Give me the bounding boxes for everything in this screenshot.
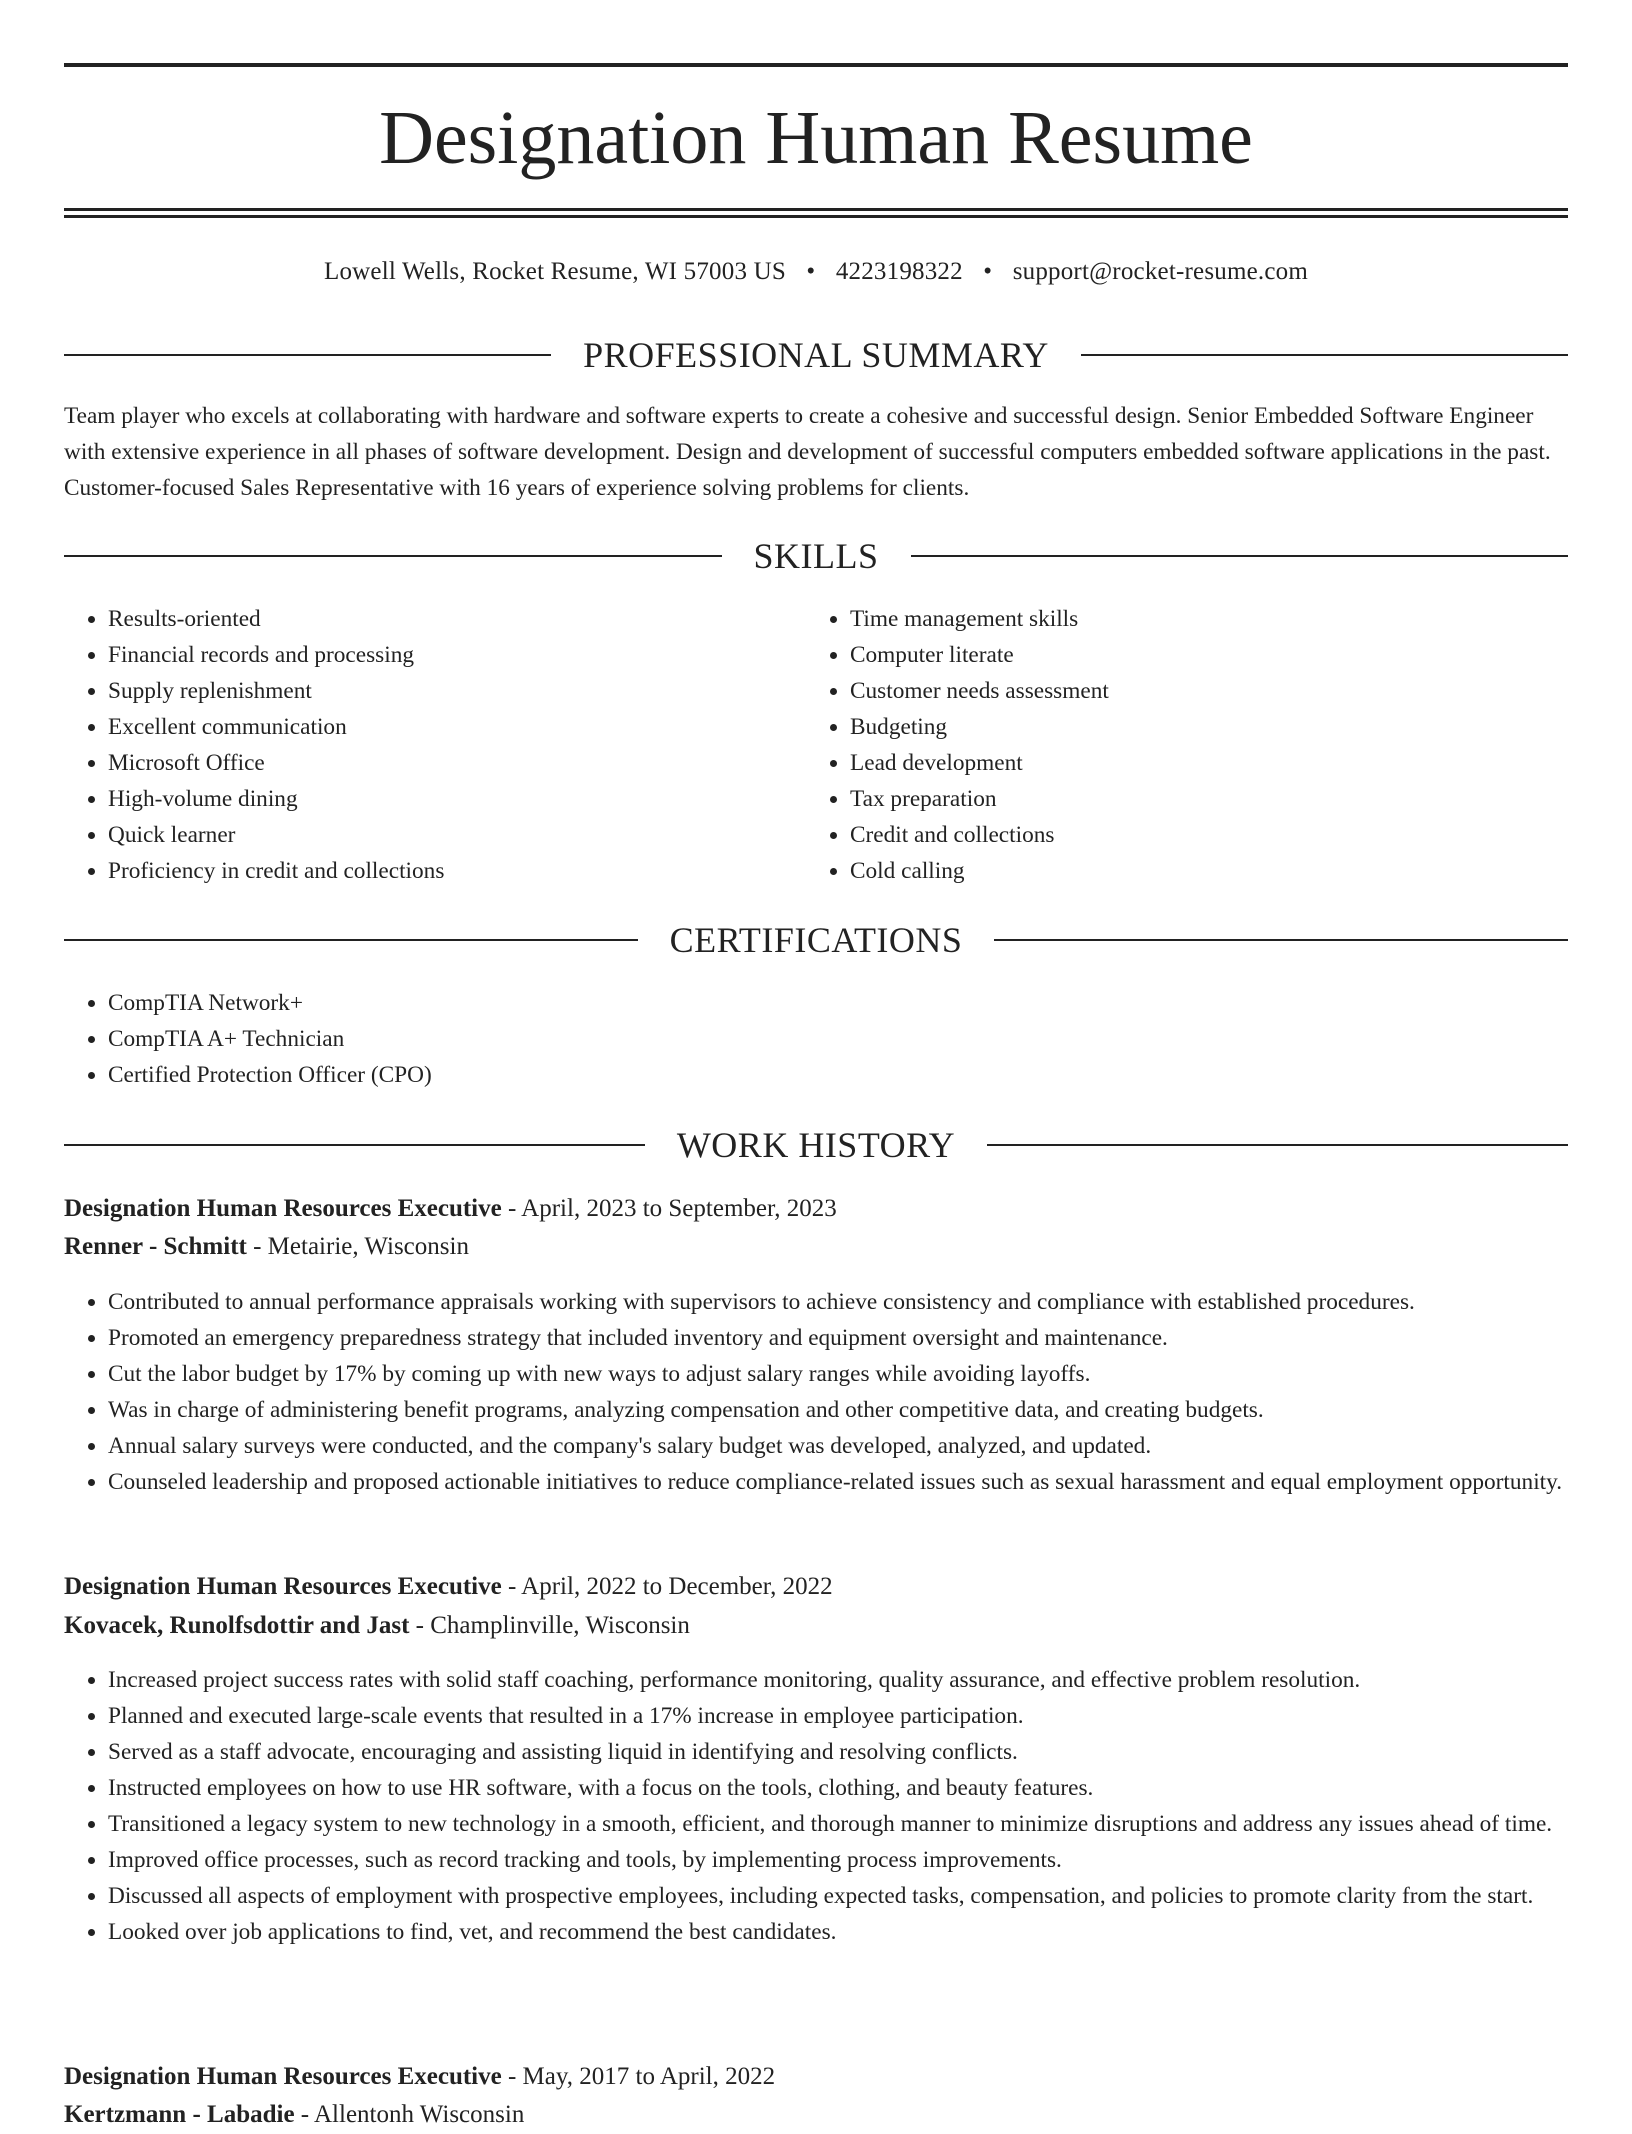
title-rule-lower <box>64 215 1568 218</box>
skills-list-right <box>806 601 1506 889</box>
job-duty: • Discussed all aspects of employment with prospective employees, including expected tasks, compensation, and policies to promote clarity from the start. <box>108 1878 1568 1914</box>
contact-separator: • <box>806 258 816 285</box>
heading-rule-left <box>64 939 638 941</box>
job-duty: • Was in charge of administering benefit programs, analyzing compensation and other competitive data, and creating budgets. <box>108 1392 1568 1428</box>
certification-item: • CompTIA Network+ <box>108 985 1568 1021</box>
job-company: Kovacek, Runolfsdottir and Jast <box>64 1612 410 1639</box>
job-company: Renner - Schmitt <box>64 1233 247 1260</box>
certification-item: • CompTIA A+ Technician <box>108 1021 1568 1057</box>
heading-rule-left <box>64 555 722 557</box>
heading-rule-right <box>994 939 1568 941</box>
contact-separator: • <box>983 258 993 285</box>
skill-item: • Cold calling <box>850 853 1506 889</box>
certifications-section-heading <box>64 918 1568 962</box>
work-history-section-heading <box>64 1123 1568 1167</box>
job-duties-list <box>64 1284 1568 1500</box>
job-duty: • Increased project success rates with solid staff coaching, performance monitoring, quality assurance, and effective problem resolution. <box>108 1662 1568 1698</box>
skills-heading: SKILLS <box>753 536 879 576</box>
skill-item: • Financial records and processing <box>108 637 764 673</box>
job-duty: • Cut the labor budget by 17% by coming up with new ways to adjust salary ranges while avoiding layoffs. <box>108 1356 1568 1392</box>
job-location: - Champlinville, Wisconsin <box>409 1612 690 1639</box>
job-duty: • Contributed to annual performance appraisals working with supervisors to achieve consistency and compliance with established procedures. <box>108 1284 1568 1320</box>
job-title-line <box>64 1190 1568 1228</box>
contact-address: Lowell Wells, Rocket Resume, WI 57003 US <box>324 258 786 285</box>
skill-item: • High-volume dining <box>108 781 764 817</box>
work-history-heading: WORK HISTORY <box>676 1125 956 1165</box>
job-dates: - April, 2022 to December, 2022 <box>501 1573 833 1600</box>
certifications-block <box>64 985 1568 1093</box>
skill-item: • Budgeting <box>850 709 1506 745</box>
job-duty: • Planned and executed large-scale events that resulted in a 17% increase in employee participation. <box>108 1698 1568 1734</box>
skill-item: • Lead development <box>850 745 1506 781</box>
summary-text: Team player who excels at collaborating with hardware and software experts to create a cohesive and successful design. Senior Embedded Software Engineer with extensive experience in all phases of software development. Design and development of successful computers embedded software applications in the past. Customer-focused Sales Representative with 16 years of experience solving problems for clients. <box>64 403 1551 501</box>
job-duty: • Promoted an emergency preparedness strategy that included inventory and equipment oversight and maintenance. <box>108 1320 1568 1356</box>
heading-rule-right <box>911 555 1569 557</box>
skill-item: • Customer needs assessment <box>850 673 1506 709</box>
skill-item: • Excellent communication <box>108 709 764 745</box>
job-title: Designation Human Resources Executive <box>64 1195 502 1222</box>
skill-item: • Results-oriented <box>108 601 764 637</box>
contact-phone: 4223198322 <box>835 258 963 285</box>
title-rule-upper <box>64 208 1568 211</box>
job-company-line <box>64 1607 1568 1645</box>
job-dates: - April, 2023 to September, 2023 <box>501 1195 837 1222</box>
certifications-list <box>64 985 1568 1093</box>
heading-rule-left <box>64 1144 645 1146</box>
job-company-line <box>64 2096 1568 2134</box>
job-title-line <box>64 2058 1568 2096</box>
skills-section-heading <box>64 534 1568 578</box>
job-duty: • Looked over job applications to find, vet, and recommend the best candidates. <box>108 1914 1568 1950</box>
skills-list-left <box>64 601 764 889</box>
job-title: Designation Human Resources Executive <box>64 2063 502 2090</box>
skill-item: • Quick learner <box>108 817 764 853</box>
skill-item: • Credit and collections <box>850 817 1506 853</box>
heading-rule-right <box>1081 354 1568 356</box>
job-duties-list <box>64 1662 1568 1950</box>
resume-title: Designation Human Resume <box>379 96 1253 180</box>
job-location: - Allentonh Wisconsin <box>294 2101 525 2128</box>
top-rule <box>64 63 1568 67</box>
skill-item: • Microsoft Office <box>108 745 764 781</box>
skill-item: • Tax preparation <box>850 781 1506 817</box>
job-dates: - May, 2017 to April, 2022 <box>501 2063 776 2090</box>
summary-section-heading <box>64 333 1568 377</box>
skills-column-left <box>64 601 764 889</box>
skill-item: • Computer literate <box>850 637 1506 673</box>
job-bullets <box>64 1284 1568 1500</box>
heading-rule-right <box>987 1144 1568 1146</box>
job-title-line <box>64 1568 1568 1606</box>
heading-rule-left <box>64 354 551 356</box>
job-bullets <box>64 1662 1568 1950</box>
skill-item: • Time management skills <box>850 601 1506 637</box>
summary-heading: PROFESSIONAL SUMMARY <box>583 335 1049 375</box>
job-duty: • Improved office processes, such as record tracking and tools, by implementing process improvements. <box>108 1842 1568 1878</box>
job-duty: • Transitioned a legacy system to new technology in a smooth, efficient, and thorough manner to minimize disruptions and address any issues ahead of time. <box>108 1806 1568 1842</box>
job-company: Kertzmann - Labadie <box>64 2101 295 2128</box>
job-company-line <box>64 1228 1568 1266</box>
job-duty: • Served as a staff advocate, encouraging and assisting liquid in identifying and resolving conflicts. <box>108 1734 1568 1770</box>
job-duty: • Instructed employees on how to use HR software, with a focus on the tools, clothing, and beauty features. <box>108 1770 1568 1806</box>
certification-item: • Certified Protection Officer (CPO) <box>108 1057 1568 1093</box>
job-duty: • Counseled leadership and proposed actionable initiatives to reduce compliance-related issues such as sexual harassment and equal employment opportunity. <box>108 1464 1568 1500</box>
job-location: - Metairie, Wisconsin <box>246 1233 469 1260</box>
skill-item: • Proficiency in credit and collections <box>108 853 764 889</box>
certifications-heading: CERTIFICATIONS <box>669 920 963 960</box>
skills-column-right <box>806 601 1506 889</box>
skill-item: • Supply replenishment <box>108 673 764 709</box>
contact-email[interactable]: support@rocket-resume.com <box>1012 258 1308 285</box>
job-title: Designation Human Resources Executive <box>64 1573 502 1600</box>
contact-line <box>64 254 1568 290</box>
job-duty: • Annual salary surveys were conducted, and the company's salary budget was developed, analyzed, and updated. <box>108 1428 1568 1464</box>
